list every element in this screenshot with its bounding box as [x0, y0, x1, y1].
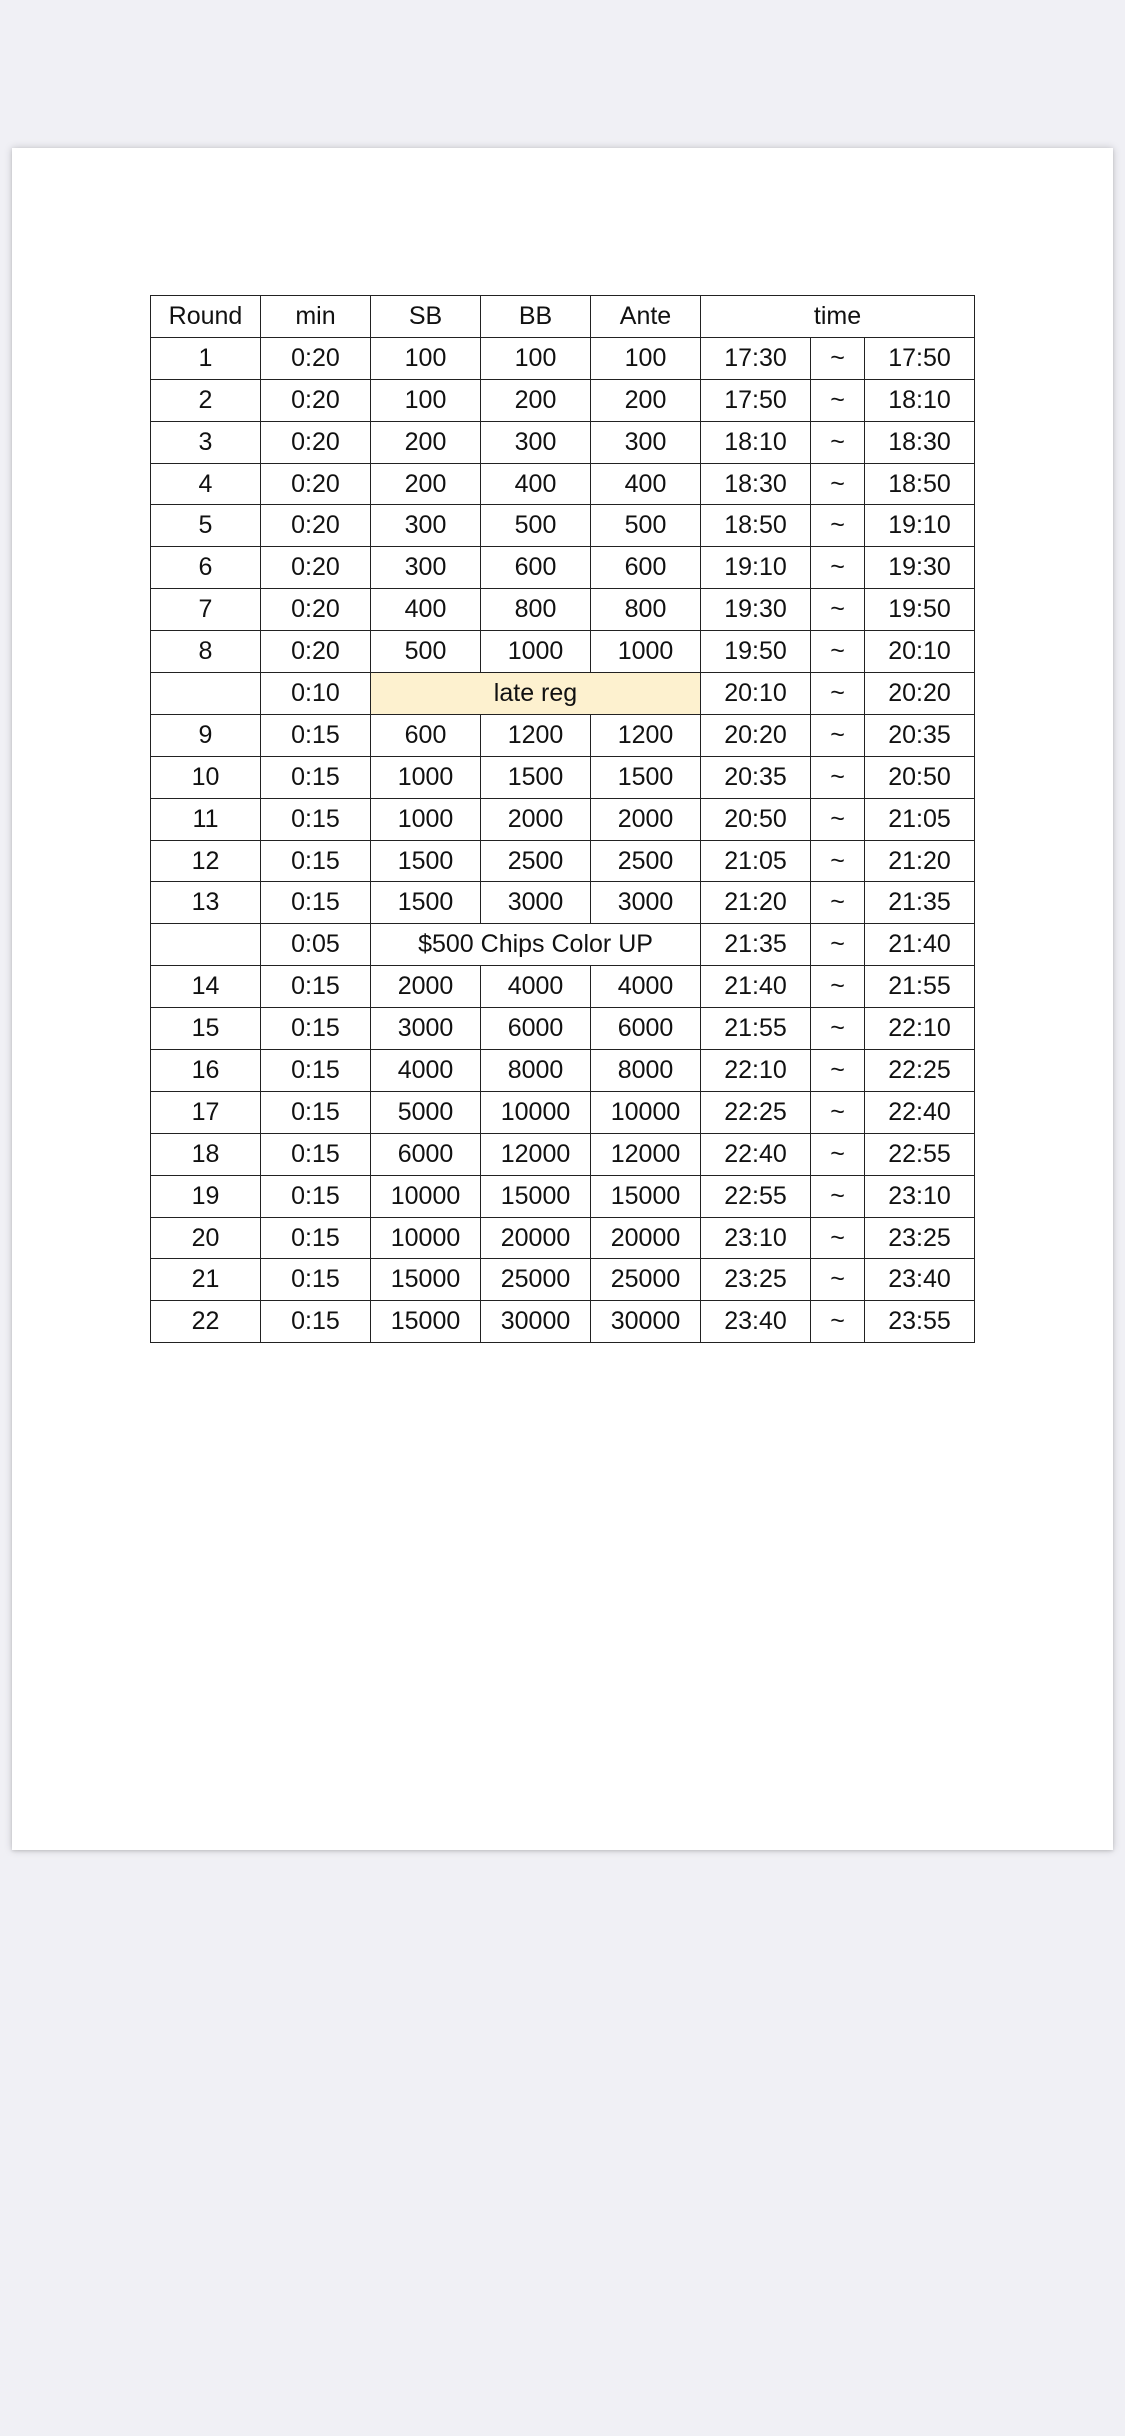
tilde-separator: ~ — [811, 1091, 865, 1133]
tilde-separator: ~ — [811, 631, 865, 673]
bb-cell: 400 — [481, 463, 591, 505]
round-cell: 12 — [151, 840, 261, 882]
start-time-cell: 17:30 — [701, 337, 811, 379]
start-time-cell: 21:20 — [701, 882, 811, 924]
sb-cell: 300 — [371, 505, 481, 547]
end-time-cell: 20:35 — [865, 714, 975, 756]
tilde-separator: ~ — [811, 1133, 865, 1175]
header-min: min — [261, 296, 371, 338]
table-row — [151, 1259, 975, 1301]
bb-cell: 12000 — [481, 1133, 591, 1175]
round-cell: 10 — [151, 756, 261, 798]
min-cell: 0:20 — [261, 589, 371, 631]
tilde-separator: ~ — [811, 840, 865, 882]
end-time-cell: 23:55 — [865, 1301, 975, 1343]
document-page — [12, 148, 1113, 1850]
min-cell: 0:15 — [261, 1217, 371, 1259]
start-time-cell: 23:25 — [701, 1259, 811, 1301]
sb-cell: 15000 — [371, 1259, 481, 1301]
end-time-cell: 18:50 — [865, 463, 975, 505]
end-time-cell: 21:35 — [865, 882, 975, 924]
end-time-cell: 19:10 — [865, 505, 975, 547]
tilde-separator: ~ — [811, 1175, 865, 1217]
ante-cell: 4000 — [591, 966, 701, 1008]
bb-cell: 2500 — [481, 840, 591, 882]
end-time-cell: 23:10 — [865, 1175, 975, 1217]
tilde-separator: ~ — [811, 505, 865, 547]
table-row — [151, 379, 975, 421]
table-row — [151, 714, 975, 756]
ante-cell: 2000 — [591, 798, 701, 840]
table-row — [151, 463, 975, 505]
min-cell: 0:20 — [261, 463, 371, 505]
min-cell: 0:15 — [261, 1091, 371, 1133]
start-time-cell: 19:30 — [701, 589, 811, 631]
ante-cell: 600 — [591, 547, 701, 589]
tilde-separator: ~ — [811, 421, 865, 463]
min-cell: 0:15 — [261, 1259, 371, 1301]
tilde-separator: ~ — [811, 882, 865, 924]
end-time-cell: 19:30 — [865, 547, 975, 589]
ante-cell: 3000 — [591, 882, 701, 924]
sb-cell: 4000 — [371, 1050, 481, 1092]
min-cell: 0:05 — [261, 924, 371, 966]
round-cell: 15 — [151, 1008, 261, 1050]
tilde-separator: ~ — [811, 1301, 865, 1343]
sb-cell: 15000 — [371, 1301, 481, 1343]
min-cell: 0:15 — [261, 882, 371, 924]
round-cell: 19 — [151, 1175, 261, 1217]
end-time-cell: 22:40 — [865, 1091, 975, 1133]
bb-cell: 25000 — [481, 1259, 591, 1301]
table-row — [151, 337, 975, 379]
table-row — [151, 1217, 975, 1259]
start-time-cell: 21:55 — [701, 1008, 811, 1050]
end-time-cell: 21:05 — [865, 798, 975, 840]
bb-cell: 200 — [481, 379, 591, 421]
table-row — [151, 631, 975, 673]
table-row — [151, 505, 975, 547]
bb-cell: 15000 — [481, 1175, 591, 1217]
table-row — [151, 924, 975, 966]
sb-cell: 500 — [371, 631, 481, 673]
ante-cell: 12000 — [591, 1133, 701, 1175]
min-cell: 0:20 — [261, 379, 371, 421]
table-row — [151, 840, 975, 882]
break-note-cell: $500 Chips Color UP — [371, 924, 701, 966]
round-cell: 22 — [151, 1301, 261, 1343]
min-cell: 0:20 — [261, 337, 371, 379]
start-time-cell: 19:50 — [701, 631, 811, 673]
bb-cell: 2000 — [481, 798, 591, 840]
start-time-cell: 21:40 — [701, 966, 811, 1008]
start-time-cell: 17:50 — [701, 379, 811, 421]
sb-cell: 200 — [371, 421, 481, 463]
min-cell: 0:20 — [261, 547, 371, 589]
bb-cell: 300 — [481, 421, 591, 463]
round-cell: 21 — [151, 1259, 261, 1301]
round-cell: 3 — [151, 421, 261, 463]
end-time-cell: 23:40 — [865, 1259, 975, 1301]
round-cell: 11 — [151, 798, 261, 840]
bb-cell: 1500 — [481, 756, 591, 798]
tilde-separator: ~ — [811, 924, 865, 966]
bb-cell: 500 — [481, 505, 591, 547]
end-time-cell: 19:50 — [865, 589, 975, 631]
ante-cell: 30000 — [591, 1301, 701, 1343]
end-time-cell: 22:25 — [865, 1050, 975, 1092]
header-sb: SB — [371, 296, 481, 338]
table-row — [151, 1133, 975, 1175]
ante-cell: 25000 — [591, 1259, 701, 1301]
end-time-cell: 18:30 — [865, 421, 975, 463]
table-row — [151, 589, 975, 631]
table-row — [151, 882, 975, 924]
ante-cell: 20000 — [591, 1217, 701, 1259]
bb-cell: 600 — [481, 547, 591, 589]
min-cell: 0:15 — [261, 1050, 371, 1092]
sb-cell: 1500 — [371, 882, 481, 924]
tilde-separator: ~ — [811, 798, 865, 840]
ante-cell: 800 — [591, 589, 701, 631]
sb-cell: 300 — [371, 547, 481, 589]
ante-cell: 300 — [591, 421, 701, 463]
ante-cell: 1200 — [591, 714, 701, 756]
ante-cell: 500 — [591, 505, 701, 547]
min-cell: 0:10 — [261, 673, 371, 715]
start-time-cell: 20:10 — [701, 673, 811, 715]
end-time-cell: 20:20 — [865, 673, 975, 715]
sb-cell: 600 — [371, 714, 481, 756]
tilde-separator: ~ — [811, 714, 865, 756]
sb-cell: 400 — [371, 589, 481, 631]
end-time-cell: 21:40 — [865, 924, 975, 966]
round-cell: 5 — [151, 505, 261, 547]
ante-cell: 6000 — [591, 1008, 701, 1050]
start-time-cell: 18:10 — [701, 421, 811, 463]
tilde-separator: ~ — [811, 547, 865, 589]
round-cell: 20 — [151, 1217, 261, 1259]
round-cell — [151, 673, 261, 715]
bb-cell: 4000 — [481, 966, 591, 1008]
table-row — [151, 966, 975, 1008]
tilde-separator: ~ — [811, 589, 865, 631]
round-cell: 7 — [151, 589, 261, 631]
header-row — [151, 296, 975, 338]
end-time-cell: 22:10 — [865, 1008, 975, 1050]
start-time-cell: 20:35 — [701, 756, 811, 798]
min-cell: 0:15 — [261, 798, 371, 840]
table-row — [151, 1008, 975, 1050]
round-cell: 14 — [151, 966, 261, 1008]
ante-cell: 8000 — [591, 1050, 701, 1092]
min-cell: 0:15 — [261, 1133, 371, 1175]
blind-structure-table — [150, 295, 975, 1343]
min-cell: 0:15 — [261, 1301, 371, 1343]
sb-cell: 1000 — [371, 756, 481, 798]
start-time-cell: 22:10 — [701, 1050, 811, 1092]
min-cell: 0:15 — [261, 714, 371, 756]
ante-cell: 1000 — [591, 631, 701, 673]
table-row — [151, 1301, 975, 1343]
start-time-cell: 22:55 — [701, 1175, 811, 1217]
sb-cell: 100 — [371, 379, 481, 421]
ante-cell: 400 — [591, 463, 701, 505]
header-ante: Ante — [591, 296, 701, 338]
table-body — [151, 337, 975, 1342]
round-cell — [151, 924, 261, 966]
end-time-cell: 17:50 — [865, 337, 975, 379]
tilde-separator: ~ — [811, 379, 865, 421]
bb-cell: 8000 — [481, 1050, 591, 1092]
table-row — [151, 756, 975, 798]
sb-cell: 1500 — [371, 840, 481, 882]
min-cell: 0:15 — [261, 1008, 371, 1050]
round-cell: 18 — [151, 1133, 261, 1175]
sb-cell: 2000 — [371, 966, 481, 1008]
round-cell: 2 — [151, 379, 261, 421]
sb-cell: 1000 — [371, 798, 481, 840]
tilde-separator: ~ — [811, 337, 865, 379]
min-cell: 0:20 — [261, 421, 371, 463]
tilde-separator: ~ — [811, 1259, 865, 1301]
bb-cell: 30000 — [481, 1301, 591, 1343]
round-cell: 6 — [151, 547, 261, 589]
bb-cell: 800 — [481, 589, 591, 631]
start-time-cell: 22:25 — [701, 1091, 811, 1133]
end-time-cell: 22:55 — [865, 1133, 975, 1175]
min-cell: 0:15 — [261, 1175, 371, 1217]
table-row — [151, 547, 975, 589]
bb-cell: 6000 — [481, 1008, 591, 1050]
bb-cell: 100 — [481, 337, 591, 379]
start-time-cell: 18:30 — [701, 463, 811, 505]
start-time-cell: 23:40 — [701, 1301, 811, 1343]
min-cell: 0:15 — [261, 840, 371, 882]
tilde-separator: ~ — [811, 1217, 865, 1259]
table-row — [151, 673, 975, 715]
table-row — [151, 798, 975, 840]
header-round: Round — [151, 296, 261, 338]
bb-cell: 10000 — [481, 1091, 591, 1133]
sb-cell: 6000 — [371, 1133, 481, 1175]
bb-cell: 20000 — [481, 1217, 591, 1259]
end-time-cell: 21:55 — [865, 966, 975, 1008]
bb-cell: 1200 — [481, 714, 591, 756]
ante-cell: 10000 — [591, 1091, 701, 1133]
round-cell: 1 — [151, 337, 261, 379]
start-time-cell: 21:05 — [701, 840, 811, 882]
min-cell: 0:20 — [261, 631, 371, 673]
tilde-separator: ~ — [811, 966, 865, 1008]
end-time-cell: 20:10 — [865, 631, 975, 673]
round-cell: 17 — [151, 1091, 261, 1133]
end-time-cell: 20:50 — [865, 756, 975, 798]
start-time-cell: 22:40 — [701, 1133, 811, 1175]
round-cell: 13 — [151, 882, 261, 924]
ante-cell: 100 — [591, 337, 701, 379]
tilde-separator: ~ — [811, 1008, 865, 1050]
start-time-cell: 23:10 — [701, 1217, 811, 1259]
table-row — [151, 421, 975, 463]
min-cell: 0:15 — [261, 966, 371, 1008]
tilde-separator: ~ — [811, 673, 865, 715]
min-cell: 0:20 — [261, 505, 371, 547]
sb-cell: 5000 — [371, 1091, 481, 1133]
end-time-cell: 21:20 — [865, 840, 975, 882]
start-time-cell: 20:20 — [701, 714, 811, 756]
ante-cell: 2500 — [591, 840, 701, 882]
start-time-cell: 20:50 — [701, 798, 811, 840]
table-row — [151, 1175, 975, 1217]
start-time-cell: 19:10 — [701, 547, 811, 589]
bb-cell: 1000 — [481, 631, 591, 673]
tilde-separator: ~ — [811, 756, 865, 798]
sb-cell: 200 — [371, 463, 481, 505]
start-time-cell: 18:50 — [701, 505, 811, 547]
sb-cell: 10000 — [371, 1175, 481, 1217]
tilde-separator: ~ — [811, 463, 865, 505]
round-cell: 4 — [151, 463, 261, 505]
header-bb: BB — [481, 296, 591, 338]
round-cell: 9 — [151, 714, 261, 756]
tilde-separator: ~ — [811, 1050, 865, 1092]
round-cell: 16 — [151, 1050, 261, 1092]
table-row — [151, 1091, 975, 1133]
end-time-cell: 23:25 — [865, 1217, 975, 1259]
round-cell: 8 — [151, 631, 261, 673]
min-cell: 0:15 — [261, 756, 371, 798]
table-row — [151, 1050, 975, 1092]
start-time-cell: 21:35 — [701, 924, 811, 966]
sb-cell: 3000 — [371, 1008, 481, 1050]
ante-cell: 200 — [591, 379, 701, 421]
header-time: time — [701, 296, 975, 338]
end-time-cell: 18:10 — [865, 379, 975, 421]
ante-cell: 1500 — [591, 756, 701, 798]
sb-cell: 100 — [371, 337, 481, 379]
sb-cell: 10000 — [371, 1217, 481, 1259]
late-reg-cell: late reg — [371, 673, 701, 715]
ante-cell: 15000 — [591, 1175, 701, 1217]
bb-cell: 3000 — [481, 882, 591, 924]
